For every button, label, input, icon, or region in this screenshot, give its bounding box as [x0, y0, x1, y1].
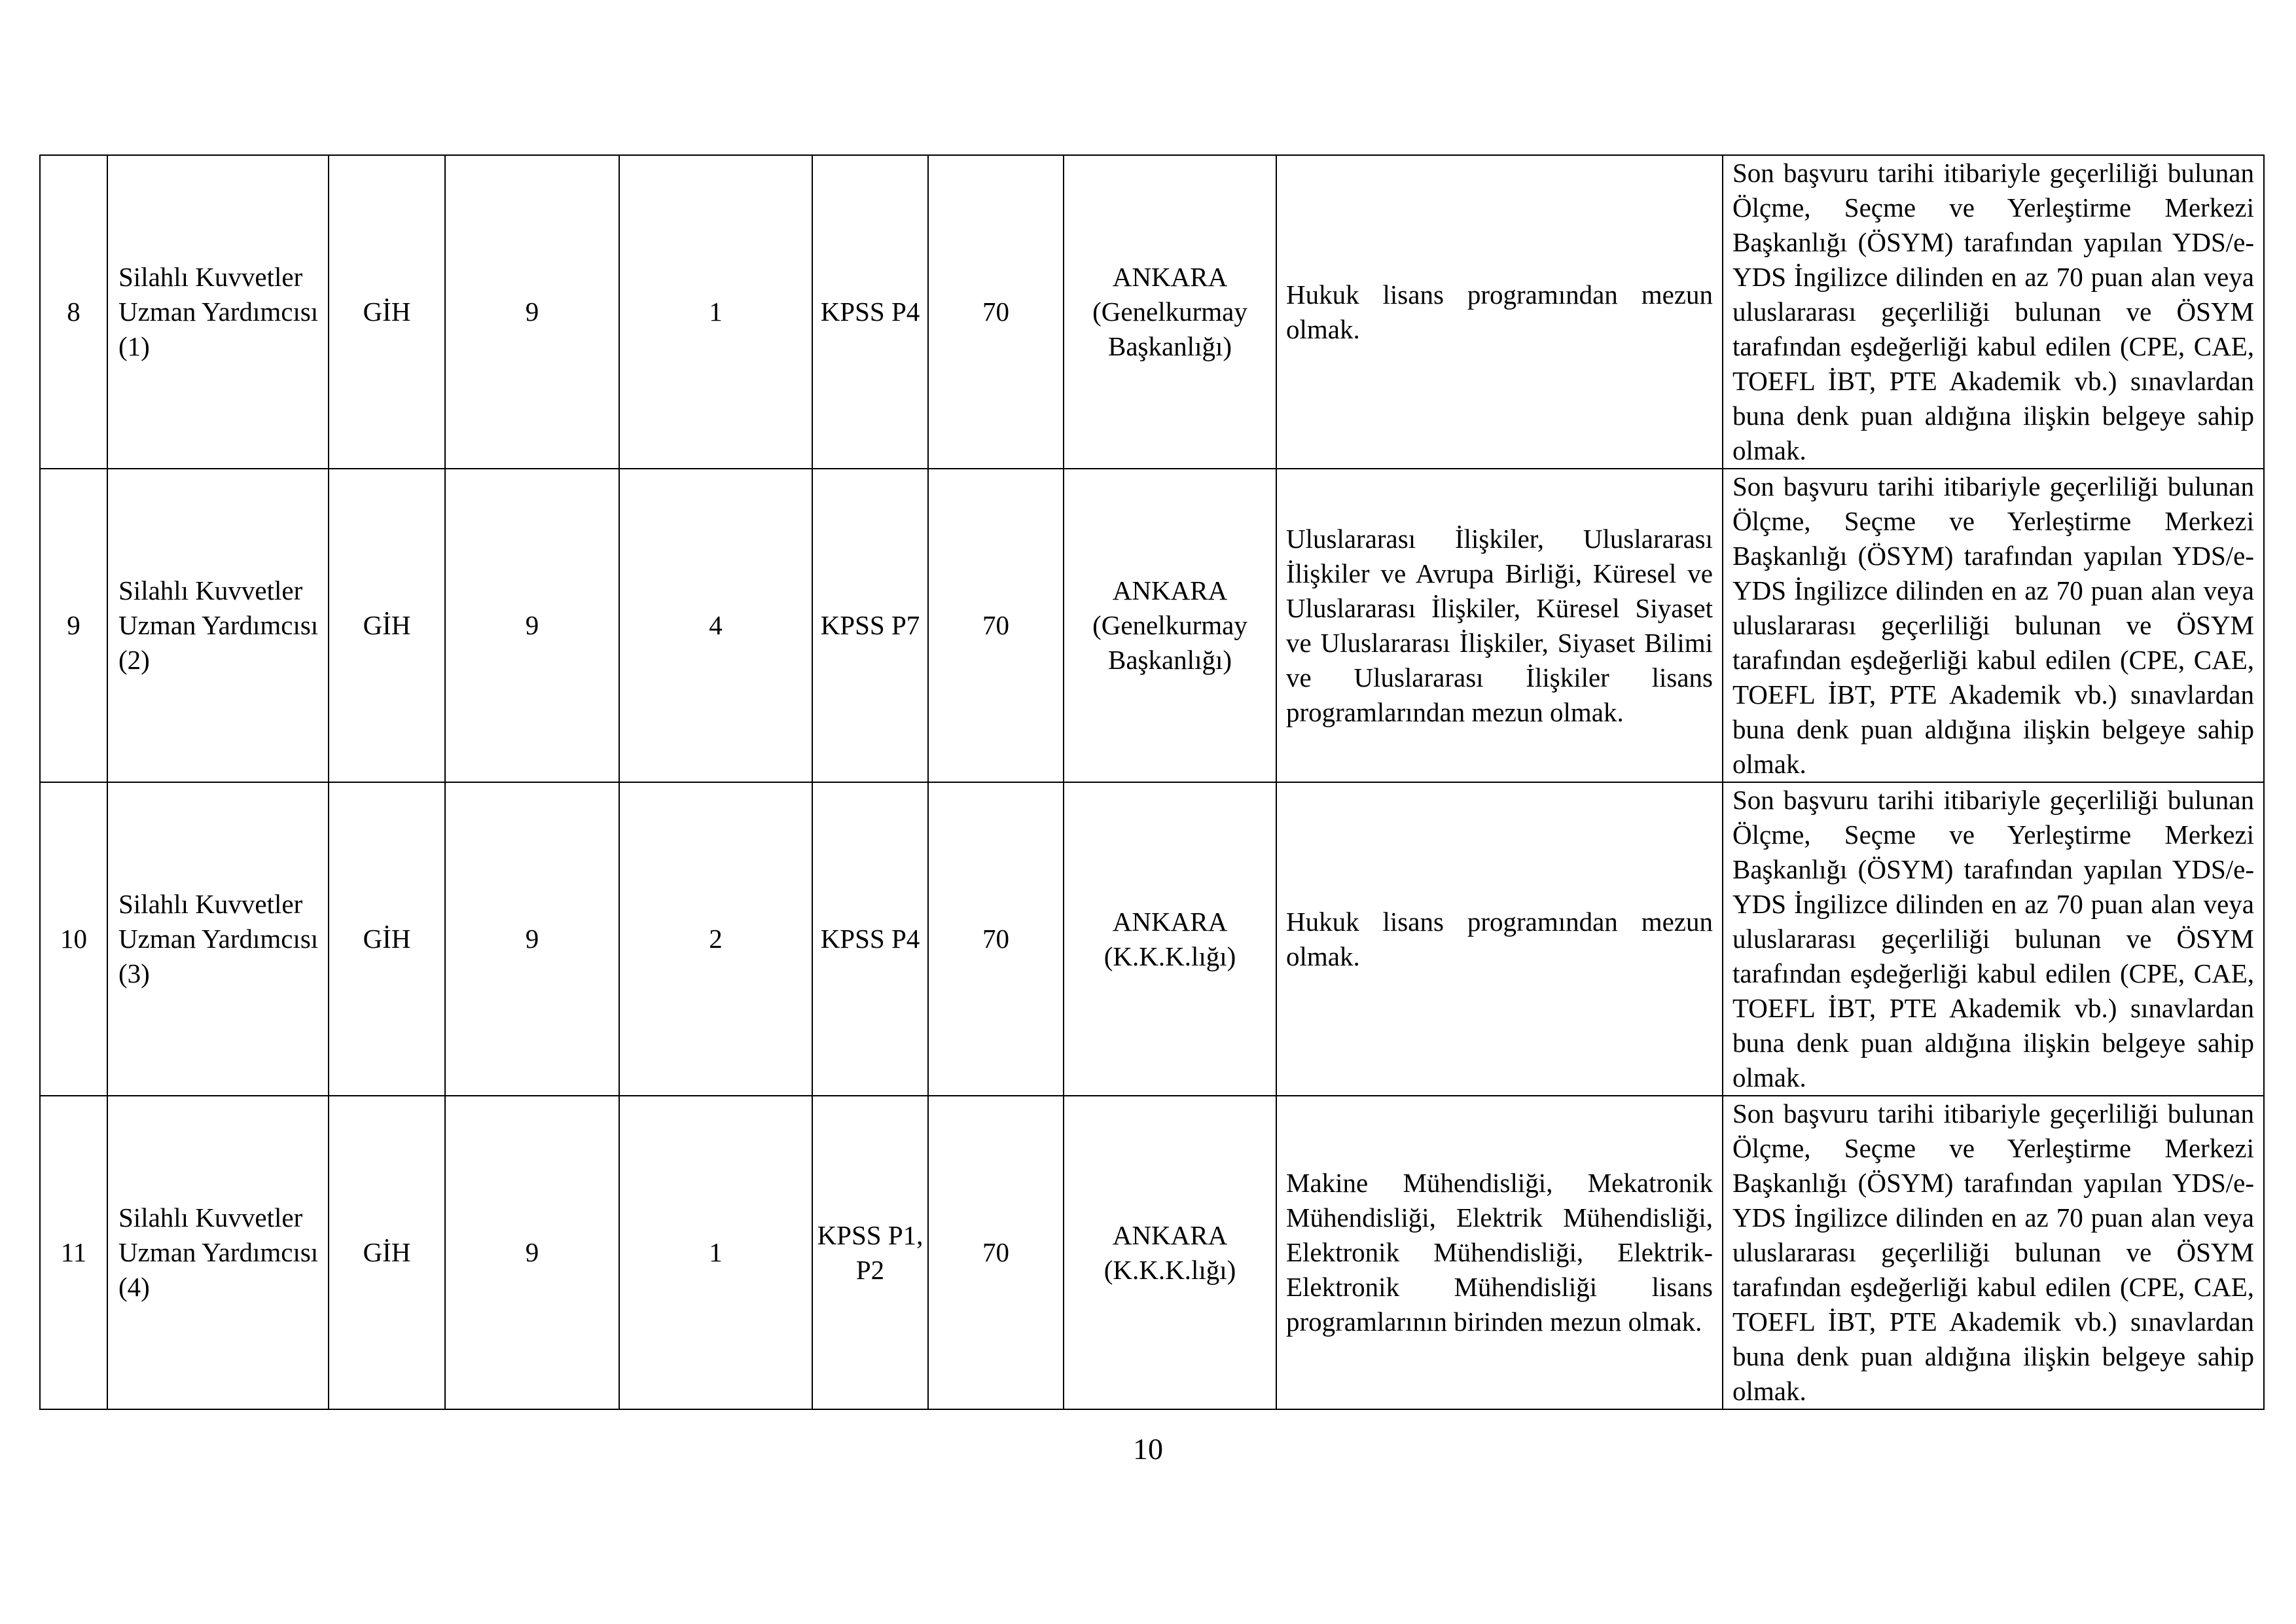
table-row	[40, 469, 2264, 782]
min-score: 70	[982, 924, 1009, 954]
count-cell	[619, 782, 812, 1096]
row-number: 11	[60, 1237, 87, 1267]
degree: 9	[525, 924, 539, 954]
position-count: 4	[709, 610, 723, 640]
education-cell	[1276, 782, 1723, 1096]
min-score: 70	[982, 297, 1009, 327]
row-number: 10	[60, 924, 87, 954]
class-cell	[329, 155, 445, 469]
language-requirement: Son başvuru tarihi itibariyle geçerliliği bulunan Ölçme, Seçme ve Yerleştirme Merkezi Başkanlığı (ÖSYM) tarafından yapılan YDS/e-YDS İngilizce dilinden en az 70 puan alan veya uluslararası geçerliliği bulunan ve ÖSYM tarafından eşdeğerliği kabul edilen (CPE, CAE, TOEFL İBT, PTE Akademik vb.) sınavlardan buna denk puan aldığına ilişkin belgeye sahip olmak.	[1732, 785, 2254, 1092]
row-number-cell	[40, 782, 107, 1096]
service-class: GİH	[363, 610, 411, 640]
position-title-cell	[107, 782, 329, 1096]
degree: 9	[525, 610, 539, 640]
score-type: KPSS P4	[820, 297, 920, 327]
score-type-cell	[812, 782, 928, 1096]
position-count: 1	[709, 297, 723, 327]
service-class: GİH	[363, 297, 411, 327]
service-class: GİH	[363, 1237, 411, 1267]
position-title-cell	[107, 469, 329, 782]
degree-cell	[445, 155, 619, 469]
degree-cell	[445, 469, 619, 782]
table-row	[40, 155, 2264, 469]
min-score-cell	[928, 469, 1064, 782]
count-cell	[619, 469, 812, 782]
score-type-cell	[812, 155, 928, 469]
score-type: KPSS P4	[820, 924, 920, 954]
row-number-cell	[40, 469, 107, 782]
position-title: Silahlı Kuvvetler Uzman Yardımcısı (4)	[118, 1202, 319, 1302]
min-score-cell	[928, 782, 1064, 1096]
min-score-cell	[928, 1096, 1064, 1409]
education-requirement: Makine Mühendisliği, Mekatronik Mühendisliği, Elektrik Mühendisliği, Elektronik Mühendisliği, Elektrik-Elektronik Mühendisliği lisans programlarının birinden mezun olmak.	[1286, 1168, 1713, 1337]
language-requirement: Son başvuru tarihi itibariyle geçerliliği bulunan Ölçme, Seçme ve Yerleştirme Merkezi Başkanlığı (ÖSYM) tarafından yapılan YDS/e-YDS İngilizce dilinden en az 70 puan alan veya uluslararası geçerliliği bulunan ve ÖSYM tarafından eşdeğerliği kabul edilen (CPE, CAE, TOEFL İBT, PTE Akademik vb.) sınavlardan buna denk puan aldığına ilişkin belgeye sahip olmak.	[1732, 158, 2254, 465]
language-cell	[1723, 782, 2264, 1096]
position-title-cell	[107, 1096, 329, 1409]
language-cell	[1723, 155, 2264, 469]
class-cell	[329, 1096, 445, 1409]
service-class: GİH	[363, 924, 411, 954]
positions-table	[39, 154, 2265, 1410]
position-title: Silahlı Kuvvetler Uzman Yardımcısı (1)	[118, 262, 319, 361]
degree: 9	[525, 297, 539, 327]
table-row	[40, 782, 2264, 1096]
row-number: 9	[67, 610, 81, 640]
page-number: 10	[1133, 1432, 1163, 1466]
score-type: KPSS P1, P2	[817, 1219, 924, 1285]
min-score-cell	[928, 155, 1064, 469]
location: ANKARA (K.K.K.lığı)	[1103, 906, 1236, 971]
education-requirement: Uluslararası İlişkiler, Uluslararası İlişkiler ve Avrupa Birliği, Küresel ve Uluslararası İlişkiler, Küresel Siyaset ve Uluslararası İlişkiler, Siyaset Bilimi ve Uluslararası İlişkiler lisans programlarından mezun olmak.	[1286, 523, 1713, 727]
location: ANKARA (Genelkurmay Başkanlığı)	[1092, 262, 1247, 361]
score-type: KPSS P7	[820, 610, 920, 640]
class-cell	[329, 469, 445, 782]
education-cell	[1276, 155, 1723, 469]
language-requirement: Son başvuru tarihi itibariyle geçerliliği bulunan Ölçme, Seçme ve Yerleştirme Merkezi Başkanlığı (ÖSYM) tarafından yapılan YDS/e-YDS İngilizce dilinden en az 70 puan alan veya uluslararası geçerliliği bulunan ve ÖSYM tarafından eşdeğerliği kabul edilen (CPE, CAE, TOEFL İBT, PTE Akademik vb.) sınavlardan buna denk puan aldığına ilişkin belgeye sahip olmak.	[1732, 471, 2254, 779]
education-requirement: Hukuk lisans programından mezun olmak.	[1286, 279, 1713, 344]
position-title: Silahlı Kuvvetler Uzman Yardımcısı (3)	[118, 889, 319, 988]
min-score: 70	[982, 1237, 1009, 1267]
language-cell	[1723, 1096, 2264, 1409]
position-title: Silahlı Kuvvetler Uzman Yardımcısı (2)	[118, 575, 319, 675]
table-body	[40, 155, 2264, 1409]
position-count: 2	[709, 924, 723, 954]
degree-cell	[445, 1096, 619, 1409]
class-cell	[329, 782, 445, 1096]
row-number: 8	[67, 297, 81, 327]
count-cell	[619, 155, 812, 469]
row-number-cell	[40, 155, 107, 469]
score-type-cell	[812, 1096, 928, 1409]
min-score: 70	[982, 610, 1009, 640]
education-requirement: Hukuk lisans programından mezun olmak.	[1286, 906, 1713, 971]
location-cell	[1064, 782, 1276, 1096]
position-title-cell	[107, 155, 329, 469]
count-cell	[619, 1096, 812, 1409]
degree: 9	[525, 1237, 539, 1267]
language-cell	[1723, 469, 2264, 782]
language-requirement: Son başvuru tarihi itibariyle geçerliliği bulunan Ölçme, Seçme ve Yerleştirme Merkezi Başkanlığı (ÖSYM) tarafından yapılan YDS/e-YDS İngilizce dilinden en az 70 puan alan veya uluslararası geçerliliği bulunan ve ÖSYM tarafından eşdeğerliği kabul edilen (CPE, CAE, TOEFL İBT, PTE Akademik vb.) sınavlardan buna denk puan aldığına ilişkin belgeye sahip olmak.	[1732, 1098, 2254, 1406]
location: ANKARA (K.K.K.lığı)	[1103, 1219, 1236, 1285]
location-cell	[1064, 469, 1276, 782]
location: ANKARA (Genelkurmay Başkanlığı)	[1092, 575, 1247, 675]
location-cell	[1064, 155, 1276, 469]
education-cell	[1276, 1096, 1723, 1409]
table-row	[40, 1096, 2264, 1409]
degree-cell	[445, 782, 619, 1096]
education-cell	[1276, 469, 1723, 782]
position-count: 1	[709, 1237, 723, 1267]
location-cell	[1064, 1096, 1276, 1409]
score-type-cell	[812, 469, 928, 782]
row-number-cell	[40, 1096, 107, 1409]
